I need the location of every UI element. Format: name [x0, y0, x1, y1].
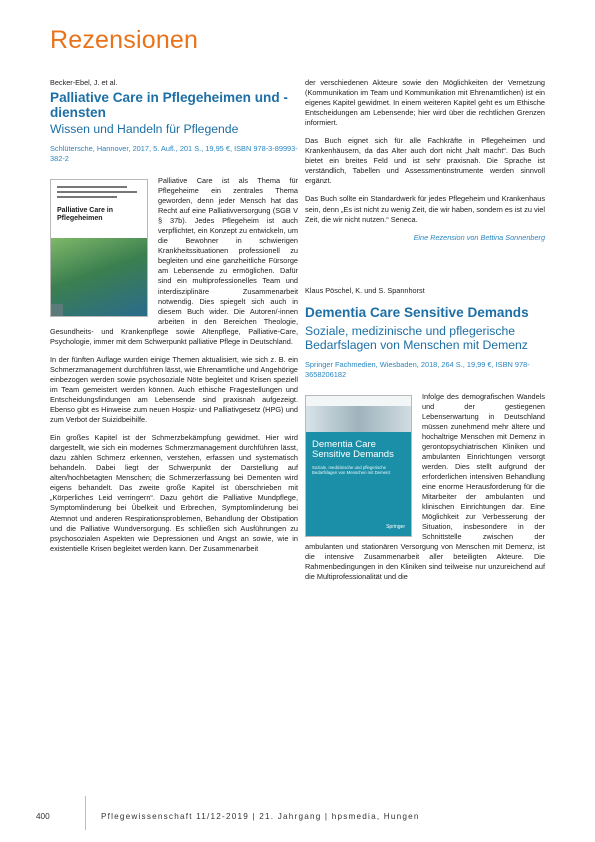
cover-top-band	[306, 396, 411, 406]
review1-author: Becker-Ebel, J. et al.	[50, 78, 118, 87]
review1-paragraph-3: Ein großes Kapitel ist der Schmerzbekämpfung gewidmet. Hier wird dargestellt, wie sich ein modernes Schmerzmanagement durchführen lässt, dazu zählen Schmerz erkennen, verstehen, erfassen und systematisch behandeln. Dabei liegt der Schwerpunkt der Darstellung auf alten/hochbetagten Menschen; die Schmerzerfassung bei Dementen wird eigens behandelt. Das zweite große Kapitel ist überschrieben mit „Körperliches Leid verringern“. Dazu gehört die Palliative Mundpflege, Symptomlinderung bei Übelkeit und Erbrechen, Symptomlinderung bei Atemnot und anderen Respirationsproblemen, Behandlung der Obstipation und die Palliative Wundversorgung. Es schließen sich Ausführungen zu psychosozialen Aspekten wie Depressionen und Angst an sowie, wie in existentielle Krisen begleitet werden kann. Der Zusammenarbeit	[50, 433, 298, 553]
footer-divider	[85, 796, 86, 830]
cover-publisher: Springer	[386, 523, 405, 530]
review2-book-cover	[305, 395, 412, 537]
cover-title: Dementia Care Sensitive Demands	[312, 438, 394, 461]
cover-photo	[51, 238, 147, 316]
left-column	[50, 78, 298, 562]
review1-paragraph-1: Palliative Care ist als Thema für Pflegeheime ein zentrales Thema geworden, denn jeder Mensch hat das Recht auf eine Palliativversorgung (SGB V § 37b). Jedes Pflegeheim ist auch verpflichtet, ein Konzept zu entwickeln, um die Bewohner in schwierigen Krankheitssituationen professionell zu begleiten und eine ganzheitliche Fürsorge am Lebensende zu ermöglichen. Dafür sind ein multiprofessionelles Team und interdisziplinäre Zusammenarbeit notwendig. Dies spiegelt sich auch in diesem Buch wider. Die Autoren/-innen arbeiten in den Bereichen Theologie, Gesundheits- und Krankenpflege sowie Altenpflege, Palliative-Care, Psychologie, immer mit dem Schwerpunkt palliative Pflege in Deutschland.	[50, 176, 298, 346]
review1-meta: Schlütersche, Hannover, 2017, 5. Aufl., 201 S., 19,95 €, ISBN 978-3-89993-382-2	[50, 144, 298, 163]
cover-publisher-mark	[51, 304, 63, 316]
review2-author: Klaus Pöschel, K. und S. Spannhorst	[305, 285, 425, 295]
review1-continuation-3: Das Buch sollte ein Standardwerk für jedes Pflegeheim und Krankenhaus sein, denn „Es ist nicht zu wenig Zeit, die wir haben, sondern es ist zu viel Zeit, die wir nicht nutzen.“ Seneca.	[305, 194, 545, 224]
review1-continuation-2: Das Buch eignet sich für alle Fachkräfte in Pflegeheimen und Krankenhäusern, da das Alter auch dort nicht „halt macht“. Das Buch bietet ein breites Feld und ist sehr praxisnah. Die Sprache ist verständlich, Tabellen und Assessmentinstrumente werden sinnvoll ergänzt.	[305, 136, 545, 186]
review2-meta: Springer Fachmedien, Wiesbaden, 2018, 264 S., 19,99 €, ISBN 978-3658206182	[305, 359, 530, 379]
page-number: 400	[36, 812, 50, 821]
review1-title: Palliative Care in Pflegeheimen und -diensten	[50, 90, 288, 120]
right-column	[305, 78, 545, 591]
section-heading: Rezensionen	[50, 26, 199, 54]
review1-paragraph-2: In der fünften Auflage wurden einige Themen aktualisiert, wie sich z. B. ein Schmerzmanagement durchführen lässt, wie Ehrenamtliche und Angehörige einbezogen werden sowie psychosoziale Nöte begleitet und Krisen speziell im Team gemeistert werden können. Auch ethische Fragestellungen und Entscheidungsfindungen am Lebensende sind praxisnah aufgezeigt. Ebenso gibt es Hinweise zum neuen Hospiz- und Palliativgesetz (HPG) und zum Verbot der Suizidbeihilfe.	[50, 354, 298, 425]
review1-book-cover	[50, 179, 148, 317]
review2-title: Dementia Care Sensitive Demands	[305, 304, 529, 320]
journal-info: Pflegewissenschaft 11/12-2019 | 21. Jahrgang | hpsmedia, Hungen	[101, 812, 420, 821]
cover-line	[57, 191, 137, 193]
cover-line	[57, 196, 117, 198]
review1-continuation-1: der verschiedenen Akteure sowie den Möglichkeiten der Vernetzung (Kommunikation im Team und Kommunikation mit Ehrenamtlichen) ist ein eigenes Kapitel gewidmet. In einem weiteren Kapitel geht es um Ethische Entscheidungen am Lebensende; hier wird über die rechtlichen Grenzen informiert.	[305, 78, 545, 128]
review1-subtitle: Wissen und Handeln für Pflegende	[50, 122, 239, 136]
cover-title: Palliative Care in Pflegeheimen	[57, 207, 114, 222]
cover-line	[57, 186, 127, 188]
review1-signature: Eine Rezension von Bettina Sonnenberg	[413, 232, 545, 242]
review2-subtitle: Soziale, medizinische und pflegerische Bedarfslagen von Menschen mit Demenz	[305, 323, 528, 352]
cover-photo	[306, 406, 411, 432]
review2-paragraph-1: Infolge des demografischen Wandels und der gestiegenen Lebenserwartung in Deutschland müssen zunehmend mehr ältere und hochaltrige Menschen mit Demenz in gerontopsychiatrischen Kliniken und ambulanten Einrichtungen versorgt werden. Dies stellt aufgrund der erforderlichen intensiven Behandlung eine enorme Herausforderung für die Mitarbeiter der ambulanten und klinischen Einrichtungen dar. Eine Möglichkeit zur Verbesserung der Situation, insbesondere in der Schnittstelle zwischen der ambulanten und stationären Versorgung von Menschen mit Demenz, ist die intensive Zusammenarbeit aller beteiligten Akteure. Die Rahmenbedingungen in den Kliniken sind teilweise nur unzureichend auf die Multiprofessionalität und die	[305, 391, 545, 582]
cover-subtitle: Soziale, medizinische und pflegerische Bedarfslagen von Menschen mit Demenz	[312, 464, 391, 475]
review-separator	[305, 242, 545, 286]
